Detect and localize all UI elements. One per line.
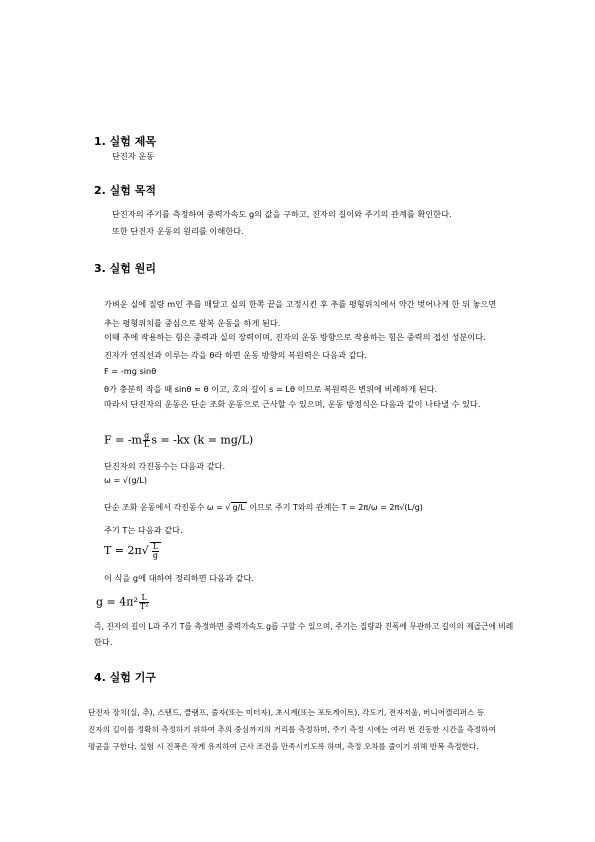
section-3-line-7: 따라서 단진자의 운동은 단순 조화 운동으로 근사할 수 있으며, 운동 방정식은 다음과 같이 나타낼 수 있다. [104,399,481,409]
equation-4-prefix: g = 4π² [96,595,138,609]
section-3-mid-line-2: ω = √(g/L) [104,475,148,485]
section-1-text: 단진자 운동 [112,151,155,161]
section-3-heading: 3. 실험 원리 [94,262,156,275]
section-3-line-6: θ가 충분히 작을 때 sinθ ≈ θ 이고, 호의 길이 s = Lθ 이므로 복원력은 변위에 비례하게 된다. [104,384,438,394]
equation-4-lead: 이 식을 g에 대하여 정리하면 다음과 같다. [104,573,254,583]
section-2-heading: 2. 실험 목적 [94,184,156,197]
equation-1-denominator: L [144,440,150,449]
equation-2-tail: 2π√(L/g) [389,503,423,512]
equation-3 [104,542,162,560]
section-4-line-1: 단진자 장치(실, 추), 스탠드, 클램프, 줄자(또는 미터자), 초시계(또는 포토게이트), 각도기, 전자저울, 버니어캘리퍼스 등 [88,708,485,717]
section-1-heading: 1. 실험 제목 [94,135,156,148]
section-3-line-1: 가벼운 실에 질량 m인 추를 매달고 실의 한쪽 끝을 고정시킨 후 추를 평형위치에서 약간 벗어나게 한 뒤 놓으면 [104,299,497,309]
section-3-line-5: F = -mg sinθ [104,366,157,376]
section-2-line-1: 단진자의 주기를 측정하여 중력가속도 g의 값을 구하고, 진자의 길이와 주기의 관계를 확인한다. [112,209,452,219]
equation-3-numerator: L [152,542,159,551]
equation-4-fraction [139,594,150,611]
equation-1 [104,432,253,449]
equation-2-text-a: 단순 조화 운동에서 각진동수 ω = [104,503,226,512]
equation-2-text-b: 이므로 주기 T와의 관계는 T = 2π/ω = [246,503,387,512]
section-3-line-3: 이때 추에 작용하는 힘은 중력과 실의 장력이며, 진자의 운동 방향으로 작용하는 힘은 중력의 접선 성분이다. [104,332,486,342]
equation-3-lead: 주기 T는 다음과 같다. [104,525,183,535]
equation-2-sqrt-inner: g/L [232,503,245,512]
equation-3-prefix: T = 2π [104,544,142,557]
section-3-mid-line-1: 단진자의 각진동수는 다음과 같다. [104,461,226,471]
equation-1-fraction [143,432,150,449]
equation-4-numerator: L [139,594,150,603]
equation-3-fraction [150,542,161,560]
section-3-closing-line-2: 한다. [94,637,113,647]
section-4-line-2: 진자의 길이를 정확히 측정하기 위하여 추의 중심까지의 거리를 측정하며, 주기 측정 시에는 여러 번 진동한 시간을 측정하여 [88,725,496,734]
equation-2-sqrt-sign: √ [225,503,231,512]
section-3-line-4: 진자가 연직선과 이루는 각을 θ라 하면 운동 방향의 복원력은 다음과 같다. [104,350,368,360]
section-4-line-3: 평균을 구한다. 실험 시 진폭은 작게 유지하여 근사 조건을 만족시키도록 하며, 측정 오차를 줄이기 위해 반복 측정한다. [88,742,479,751]
equation-1-suffix: s = -kx (k = mg/L) [151,433,254,447]
equation-3-denominator: g [152,551,159,560]
equation-4 [96,594,150,611]
equation-1-numerator: g [144,431,150,440]
equation-1-prefix: F = -m [104,433,142,447]
equation-4-denominator: T² [139,602,149,611]
section-3-closing-line-1: 즉, 진자의 길이 L과 주기 T를 측정하면 중력가속도 g를 구할 수 있으며, 주기는 질량과 진폭에 무관하고 길이의 제곱근에 비례 [94,622,514,631]
section-4-heading: 4. 실험 기구 [94,671,156,684]
section-3-line-2: 추는 평형위치를 중심으로 왕복 운동을 하게 된다. [104,318,281,328]
equation-2-line [104,503,423,513]
equation-3-sqrt-sign: √ [141,544,149,557]
section-2-line-2: 또한 단진자 운동의 원리를 이해한다. [112,226,244,236]
